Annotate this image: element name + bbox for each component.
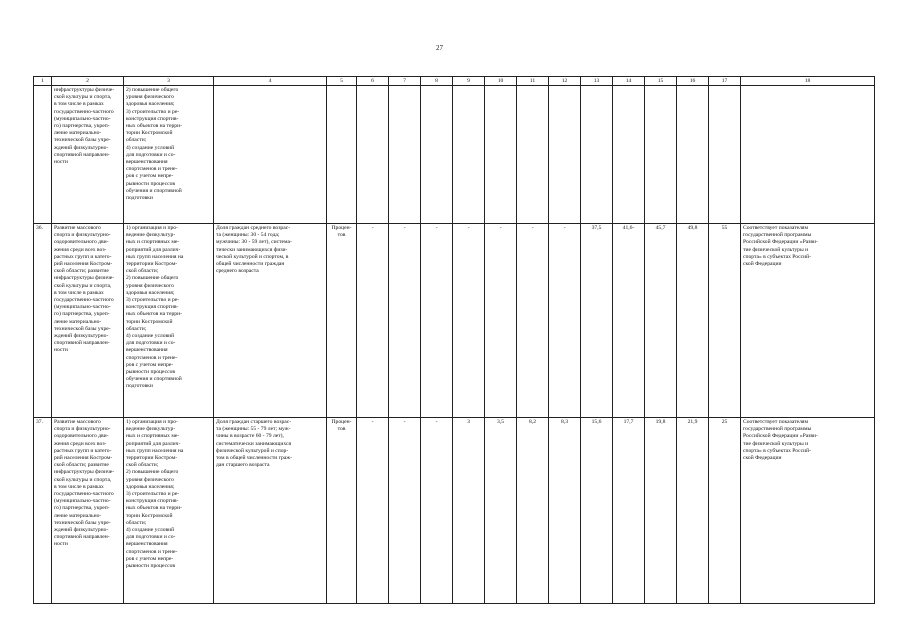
row-number: 37. xyxy=(34,418,52,604)
value-cell: - xyxy=(421,224,453,418)
column-header: 2 xyxy=(52,77,124,86)
page-number: 27 xyxy=(436,44,443,52)
unit-cell xyxy=(327,86,357,224)
value-cell: 49,8 xyxy=(677,224,709,418)
value-cell: 45,7 xyxy=(645,224,677,418)
value-cell: - xyxy=(453,224,485,418)
value-cell: 17,7 xyxy=(613,418,645,604)
value-cell xyxy=(485,86,517,224)
unit-cell: Процен- тов xyxy=(327,418,357,604)
table-row xyxy=(34,86,875,224)
value-cell xyxy=(453,86,485,224)
value-cell xyxy=(677,86,709,224)
value-cell xyxy=(645,86,677,224)
value-cell: 37,5 xyxy=(581,224,613,418)
tasks-cell: 1) организация и про- ведение физкультур- ных и спортивных ме- роприятий для различ- ных групп населения на территории Костром- ской области; 2) повышение общего уровня физического здоровья населения; 3) строительство и ре- конструкция спортив- ных объектов на терри- тории Костромской области; 4) создание условий для подготовки и со- вершенствования спортсменов и трене- ров с учетом непре- рывности процессов xyxy=(124,418,214,604)
value-cell xyxy=(421,86,453,224)
value-cell: - xyxy=(389,418,421,604)
column-header: 11 xyxy=(517,77,549,86)
indicator-cell: Доля граждан старшего возрас- та (женщины: 55 - 79 лет; муж- чины в возрасте 60 - 79 лет), систематически занимающихся физической культурой и спор- том в общей численности граж- дан старшего возраста xyxy=(214,418,327,604)
column-header: 8 xyxy=(421,77,453,86)
indicators-table xyxy=(33,76,875,604)
value-cell xyxy=(613,86,645,224)
tasks-cell: 2) повышение общего уровня физического здоровья населения; 3) строительство и ре- конструкция спортив- ных объектов на терри- тории Костромской области; 4) создание условий для подготовки и со- вершенствования спортсменов и трене- ров с учетом непре- рывности процессов обучения и спортивной подготовки xyxy=(124,86,214,224)
value-cell xyxy=(357,86,389,224)
value-cell: 15,6 xyxy=(581,418,613,604)
unit-cell: Процен- тов xyxy=(327,224,357,418)
column-header: 4 xyxy=(214,77,327,86)
column-header: 5 xyxy=(327,77,357,86)
value-cell xyxy=(581,86,613,224)
value-cell: - xyxy=(485,224,517,418)
row-number xyxy=(34,86,52,224)
indicator-cell: Доля граждан среднего возрас- та (женщины: 30 - 54 года; мужчины: 30 - 59 лет), система- тически занимающихся физи- ческой культурой и спортом, в общей численности граждан среднего возраста xyxy=(214,224,327,418)
note-cell: Соответствует показателям государственной программы Российской Федерации «Разви- тие физической культуры и спорта» в субъектах Россий- ской Федерации xyxy=(741,224,875,418)
column-header: 3 xyxy=(124,77,214,86)
column-header: 15 xyxy=(645,77,677,86)
value-cell: 8,2 xyxy=(517,418,549,604)
column-header: 6 xyxy=(357,77,389,86)
value-cell: - xyxy=(421,418,453,604)
value-cell: - xyxy=(549,224,581,418)
value-cell: 55 xyxy=(709,224,741,418)
note-cell: Соответствует показателям государственной программы Российской Федерации «Разви- тие физической культуры и спорта» в субъектах Россий- ской Федерации xyxy=(741,418,875,604)
value-cell: 8,3 xyxy=(549,418,581,604)
column-header: 18 xyxy=(741,77,875,86)
value-cell: 21,9 xyxy=(677,418,709,604)
value-cell: 41,6- xyxy=(613,224,645,418)
goal-cell: Развитие массового спорта и физкультурно- оздоровительного дви- жения среди всех воз- растных групп и катего- рий населения Костром- ской области; развитие инфраструктуры физиче- ской культуры и спорта, в том числе в рамках государственно-частного (муниципально-частно- го) партнерства, укреп- ление материально- технической базы учре- ждений физкультурно- спортивной направлен- ности xyxy=(52,224,124,418)
table-row xyxy=(34,418,875,604)
column-header: 12 xyxy=(549,77,581,86)
value-cell: 3,5 xyxy=(485,418,517,604)
value-cell: 19,8 xyxy=(645,418,677,604)
value-cell xyxy=(517,86,549,224)
value-cell: - xyxy=(357,418,389,604)
value-cell xyxy=(709,86,741,224)
value-cell: - xyxy=(389,224,421,418)
indicator-cell xyxy=(214,86,327,224)
column-header: 1 xyxy=(34,77,52,86)
value-cell: 25 xyxy=(709,418,741,604)
goal-cell: Развитие массового спорта и физкультурно- оздоровительного дви- жения среди всех воз- растных групп и катего- рий населения Костром- ской области; развитие инфраструктуры физиче- ской культуры и спорта, в том числе в рамках государственно-частного (муниципально-частно- го) партнерства, укреп- ление материально- технической базы учре- ждений физкультурно- спортивной направлен- ности xyxy=(52,418,124,604)
column-header: 7 xyxy=(389,77,421,86)
value-cell: 3 xyxy=(453,418,485,604)
column-header: 9 xyxy=(453,77,485,86)
column-header: 17 xyxy=(709,77,741,86)
column-header: 14 xyxy=(613,77,645,86)
tasks-cell: 1) организация и про- ведение физкультур- ных и спортивных ме- роприятий для различ- ных групп населения на территории Костром- ской области; 2) повышение общего уровня физического здоровья населения; 3) строительство и ре- конструкция спортив- ных объектов на терри- тории Костромской области; 4) создание условий для подготовки и со- вершенствования спортсменов и трене- ров с учетом непре- рывности процессов обучения и спортивной подготовки xyxy=(124,224,214,418)
value-cell: - xyxy=(517,224,549,418)
note-cell xyxy=(741,86,875,224)
value-cell xyxy=(549,86,581,224)
column-header: 10 xyxy=(485,77,517,86)
goal-cell: инфраструктуры физиче- ской культуры и спорта, в том числе в рамках государственно-частного (муниципально-частно- го) партнерства, укреп- ление материально- технической базы учре- ждений физкультурно- спортивной направлен- ности xyxy=(52,86,124,224)
column-number-row xyxy=(34,77,875,86)
column-header: 16 xyxy=(677,77,709,86)
column-header: 13 xyxy=(581,77,613,86)
row-number: 36. xyxy=(34,224,52,418)
value-cell xyxy=(389,86,421,224)
value-cell: - xyxy=(357,224,389,418)
table-row xyxy=(34,224,875,418)
